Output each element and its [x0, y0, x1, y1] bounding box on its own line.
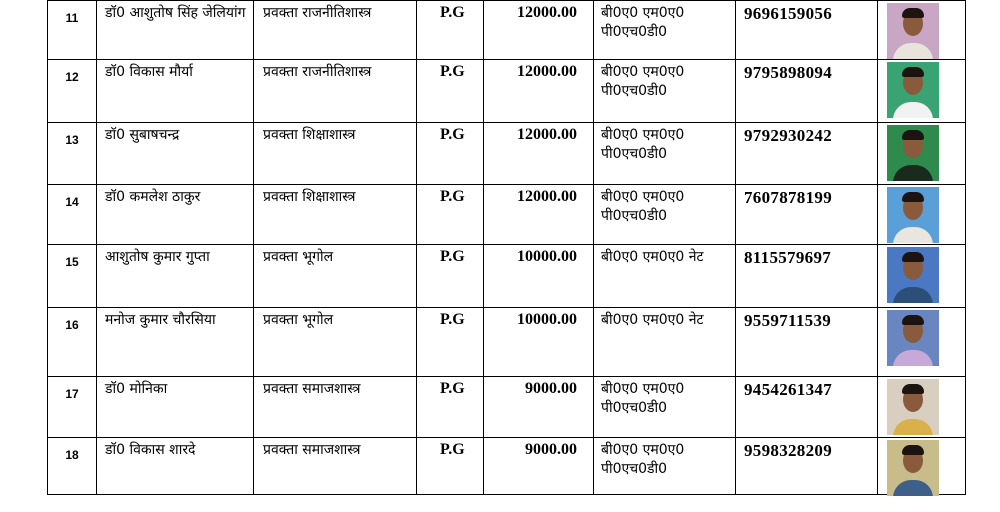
serial-number: 12 [48, 60, 97, 123]
photo-hair [902, 445, 924, 455]
phone-number: 8115579697 [736, 245, 878, 308]
teacher-name: डॉ0 सुबाषचन्द्र [97, 123, 254, 185]
table-row [48, 438, 966, 495]
portrait-photo [887, 125, 939, 181]
serial-number: 17 [48, 377, 97, 438]
portrait-photo [887, 62, 939, 118]
course-level: P.G [417, 308, 484, 377]
photo-hair [902, 130, 924, 140]
post-title: प्रवक्ता भूगोल [254, 308, 417, 377]
post-title: प्रवक्ता राजनीतिशास्त्र [254, 60, 417, 123]
teacher-name: डॉ0 मोनिका [97, 377, 254, 438]
phone-number: 9598328209 [736, 438, 878, 495]
qualification: बी0ए0 एम0ए0 पी0एच0डी0 [594, 60, 736, 123]
serial-number: 18 [48, 438, 97, 495]
qualification: बी0ए0 एम0ए0 नेट [594, 308, 736, 377]
post-title: प्रवक्ता भूगोल [254, 245, 417, 308]
portrait-photo [887, 187, 939, 243]
teacher-name: डॉ0 विकास मौर्या [97, 60, 254, 123]
course-level: P.G [417, 245, 484, 308]
qualification: बी0ए0 एम0ए0 पी0एच0डी0 [594, 438, 736, 495]
portrait-photo [887, 310, 939, 366]
table-row [48, 185, 966, 245]
photo-cell [878, 377, 966, 438]
table-row [48, 60, 966, 123]
table-row [48, 245, 966, 308]
course-level: P.G [417, 1, 484, 60]
photo-cell [878, 123, 966, 185]
portrait-photo [887, 379, 939, 435]
post-title: प्रवक्ता समाजशास्त्र [254, 377, 417, 438]
serial-number: 11 [48, 1, 97, 60]
phone-number: 9454261347 [736, 377, 878, 438]
photo-hair [902, 67, 924, 77]
teacher-name: डॉ0 विकास शारदे [97, 438, 254, 495]
portrait-photo [887, 440, 939, 496]
course-level: P.G [417, 438, 484, 495]
post-title: प्रवक्ता राजनीतिशास्त्र [254, 1, 417, 60]
phone-number: 9696159056 [736, 1, 878, 60]
photo-cell [878, 60, 966, 123]
course-level: P.G [417, 123, 484, 185]
serial-number: 15 [48, 245, 97, 308]
phone-number: 9795898094 [736, 60, 878, 123]
photo-hair [902, 192, 924, 202]
photo-hair [902, 384, 924, 394]
photo-hair [902, 315, 924, 325]
qualification: बी0ए0 एम0ए0 नेट [594, 245, 736, 308]
photo-cell [878, 185, 966, 245]
staff-table [47, 0, 966, 495]
table-row [48, 123, 966, 185]
photo-cell [878, 1, 966, 60]
teacher-name: डॉ0 कमलेश ठाकुर [97, 185, 254, 245]
photo-cell [878, 438, 966, 495]
portrait-photo [887, 247, 939, 303]
salary: 12000.00 [484, 60, 594, 123]
course-level: P.G [417, 377, 484, 438]
photo-cell [878, 245, 966, 308]
qualification: बी0ए0 एम0ए0 पी0एच0डी0 [594, 123, 736, 185]
qualification: बी0ए0 एम0ए0 पी0एच0डी0 [594, 377, 736, 438]
course-level: P.G [417, 185, 484, 245]
teacher-name: डॉ0 आशुतोष सिंह जेलियांग [97, 1, 254, 60]
teacher-name: आशुतोष कुमार गुप्ता [97, 245, 254, 308]
photo-hair [902, 8, 924, 18]
course-level: P.G [417, 60, 484, 123]
post-title: प्रवक्ता शिक्षाशास्त्र [254, 123, 417, 185]
phone-number: 9559711539 [736, 308, 878, 377]
table-row [48, 308, 966, 377]
serial-number: 13 [48, 123, 97, 185]
salary: 12000.00 [484, 1, 594, 60]
salary: 9000.00 [484, 438, 594, 495]
post-title: प्रवक्ता शिक्षाशास्त्र [254, 185, 417, 245]
salary: 10000.00 [484, 308, 594, 377]
salary: 12000.00 [484, 185, 594, 245]
photo-hair [902, 252, 924, 262]
table-row [48, 1, 966, 60]
serial-number: 14 [48, 185, 97, 245]
phone-number: 9792930242 [736, 123, 878, 185]
qualification: बी0ए0 एम0ए0 पी0एच0डी0 [594, 185, 736, 245]
photo-cell [878, 308, 966, 377]
salary: 10000.00 [484, 245, 594, 308]
qualification: बी0ए0 एम0ए0 पी0एच0डी0 [594, 1, 736, 60]
teacher-name: मनोज कुमार चौरसिया [97, 308, 254, 377]
salary: 12000.00 [484, 123, 594, 185]
staff-table-body [48, 1, 966, 495]
post-title: प्रवक्ता समाजशास्त्र [254, 438, 417, 495]
portrait-photo [887, 3, 939, 59]
salary: 9000.00 [484, 377, 594, 438]
serial-number: 16 [48, 308, 97, 377]
phone-number: 7607878199 [736, 185, 878, 245]
table-row [48, 377, 966, 438]
